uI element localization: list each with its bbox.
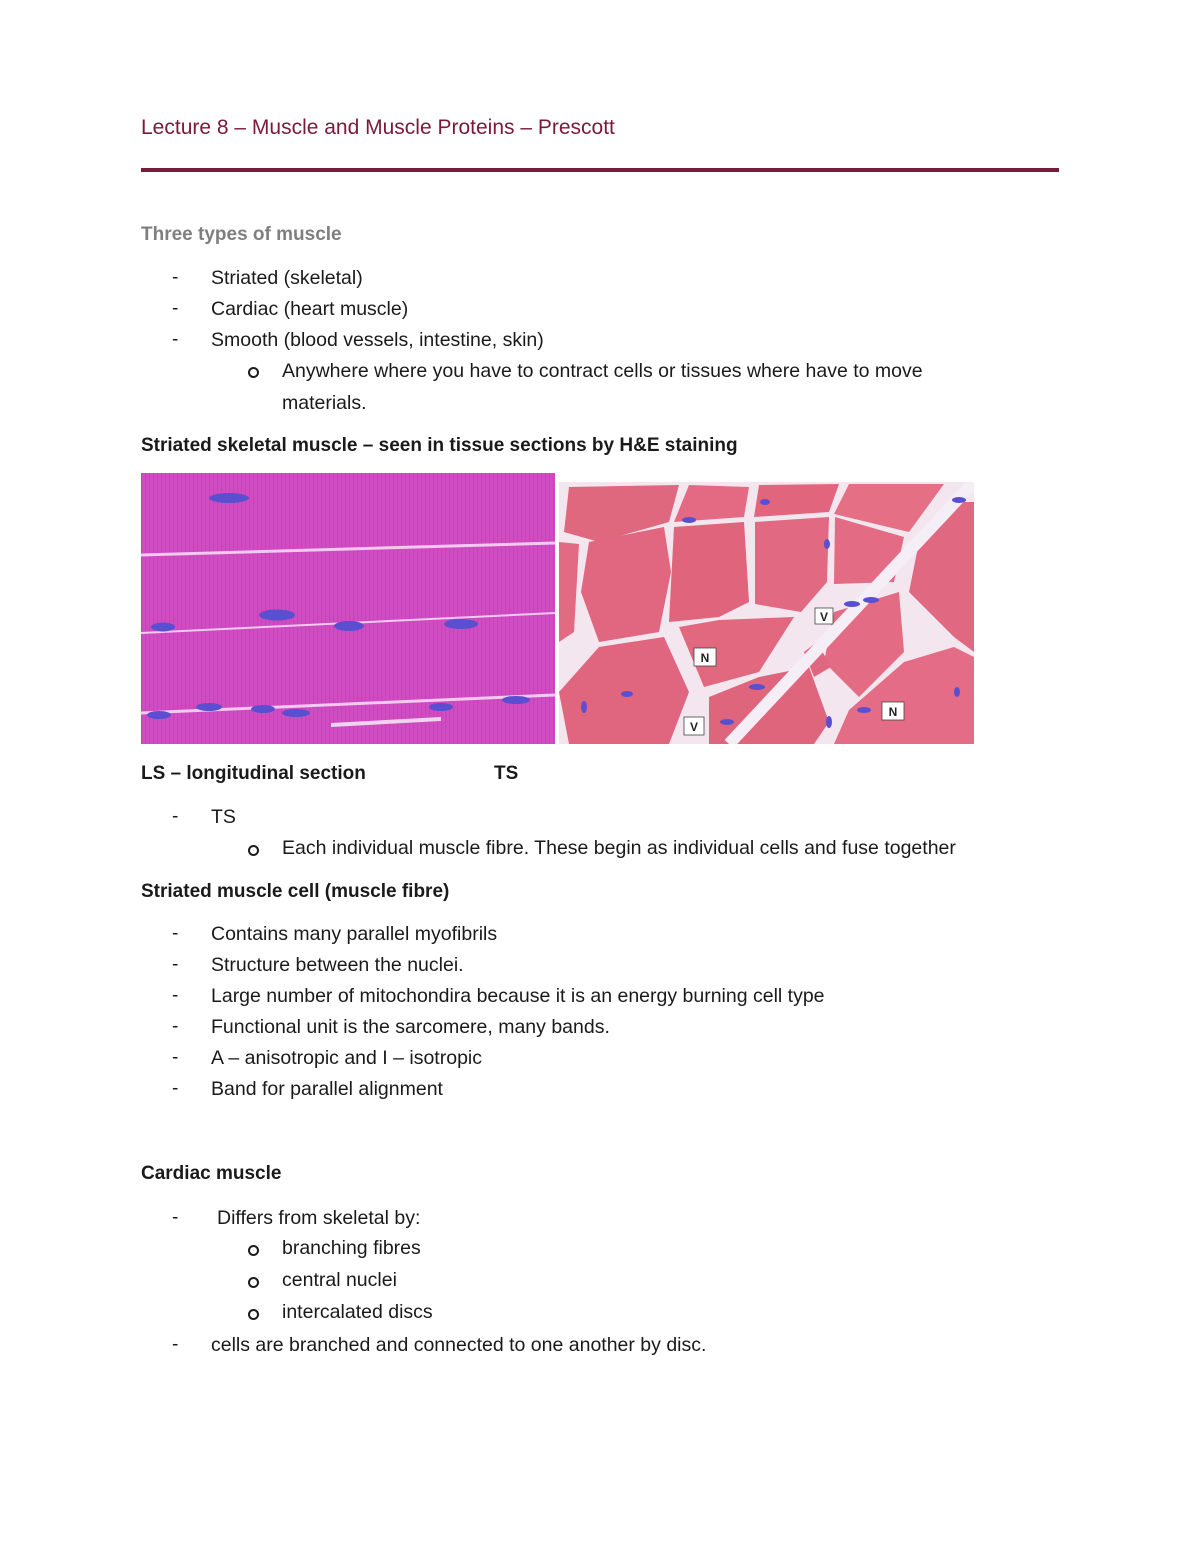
list-dash: - bbox=[172, 1207, 179, 1228]
list-item: Smooth (blood vessels, intestine, skin) bbox=[211, 329, 544, 351]
list-dash: - bbox=[172, 806, 179, 827]
caption-ts: TS bbox=[494, 763, 519, 784]
section-heading-striated-cell: Striated muscle cell (muscle fibre) bbox=[141, 881, 450, 902]
list-item: Large number of mitochondira because it is an energy burning cell type bbox=[211, 985, 825, 1007]
list-item: TS bbox=[211, 806, 236, 828]
ls-histology-image bbox=[141, 473, 555, 744]
ts-label-v: V bbox=[689, 720, 699, 734]
list-item: cells are branched and connected to one another by disc. bbox=[211, 1334, 707, 1356]
list-dash: - bbox=[172, 923, 179, 944]
ts-label-v: V bbox=[819, 610, 829, 624]
list-item: Functional unit is the sarcomere, many bands. bbox=[211, 1016, 610, 1038]
sub-list-item: branching fibres bbox=[282, 1237, 421, 1259]
list-item: Striated (skeletal) bbox=[211, 267, 363, 289]
circle-bullet-icon bbox=[248, 1277, 259, 1288]
title-rule bbox=[141, 168, 1059, 172]
list-item: Structure between the nuclei. bbox=[211, 954, 464, 976]
section-heading-muscle-types: Three types of muscle bbox=[141, 224, 342, 245]
ts-label-n: N bbox=[700, 651, 710, 665]
sub-list-item: Each individual muscle fibre. These begin as individual cells and fuse together bbox=[282, 837, 956, 859]
list-dash: - bbox=[172, 1334, 179, 1355]
list-item: Band for parallel alignment bbox=[211, 1078, 443, 1100]
list-item: Cardiac (heart muscle) bbox=[211, 298, 409, 320]
list-dash: - bbox=[172, 985, 179, 1006]
sub-list-item: intercalated discs bbox=[282, 1301, 433, 1323]
list-dash: - bbox=[172, 1016, 179, 1037]
list-dash: - bbox=[172, 267, 179, 288]
circle-bullet-icon bbox=[248, 845, 259, 856]
ts-label-n: N bbox=[888, 705, 898, 719]
sub-list-item: Anywhere where you have to contract cells or tissues where have to move bbox=[282, 360, 923, 382]
section-heading-striated-skeletal: Striated skeletal muscle – seen in tissue sections by H&E staining bbox=[141, 435, 738, 456]
list-dash: - bbox=[172, 1078, 179, 1099]
list-dash: - bbox=[172, 1047, 179, 1068]
list-item: Differs from skeletal by: bbox=[217, 1207, 421, 1229]
list-dash: - bbox=[172, 329, 179, 350]
circle-bullet-icon bbox=[248, 1309, 259, 1320]
sub-list-item-continuation: materials. bbox=[282, 392, 367, 414]
caption-ls: LS – longitudinal section bbox=[141, 763, 366, 784]
ts-histology-image bbox=[559, 482, 974, 744]
list-item: A – anisotropic and I – isotropic bbox=[211, 1047, 482, 1069]
circle-bullet-icon bbox=[248, 1245, 259, 1256]
sub-list-item: central nuclei bbox=[282, 1269, 397, 1291]
document-title: Lecture 8 – Muscle and Muscle Proteins – Prescott bbox=[141, 116, 615, 139]
list-item: Contains many parallel myofibrils bbox=[211, 923, 498, 945]
list-dash: - bbox=[172, 298, 179, 319]
section-heading-cardiac: Cardiac muscle bbox=[141, 1163, 282, 1184]
list-dash: - bbox=[172, 954, 179, 975]
circle-bullet-icon bbox=[248, 367, 259, 378]
